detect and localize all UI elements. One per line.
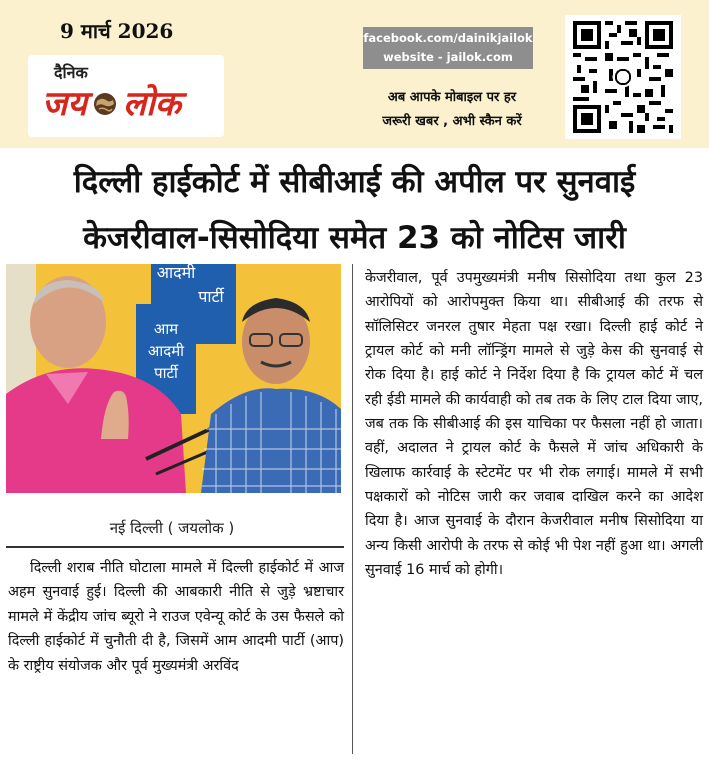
dateline-divider xyxy=(6,546,344,548)
article-body-right: केजरीवाल, पूर्व उपमुख्यमंत्री मनीष सिसोदिया तथा कुल 23 आरोपियों को आरोपमुक्त किया था। सीबीआई की तरफ से सॉलिसिटर जनरल तुषार मेहता पक्ष रखा। दिल्ली हाई कोर्ट ने ट्रायल कोर्ट को मनी लॉन्ड्रिंग मामले से जुड़े केस की सुनवाई से रोक दिया है। हाई कोर्ट ने निर्देश दिया है कि ट्रायल कोर्ट में चल रही ईडी मामले की कार्यवाही को तब तक के लिए टाल दिया जाए, जब तक कि सीबीआई की इस याचिका पर फैसला नहीं हो जाता। वहीं, अदालत ने ट्रायल कोर्ट के फैसले में जांच अधिकारी के खिलाफ कार्रवाई के स्टेटमेंट पर भी रोक लगाई। मामले में सभी पक्षकारों को नोटिस जारी कर जवाब दाखिल करने का आदेश दिया है। आज सुनवाई के दौरान केजरीवाल मनीष सिसोदिया या अन्य किसी आरोपी के तरफ से कोई भी पेश नहीं हुआ था। अगली सुनवाई 16 मार्च को होगी। xyxy=(365,270,703,579)
globe-icon xyxy=(93,92,117,116)
social-links-box xyxy=(363,27,533,69)
logo-wordmark xyxy=(42,84,181,124)
headline-main: दिल्ली हाईकोर्ट में सीबीआई की अपील पर सुनवाई xyxy=(73,164,636,200)
facebook-link: facebook.com/dainikjailok xyxy=(363,31,533,45)
backdrop-text-4: आदमी xyxy=(147,342,185,360)
backdrop-text-1: आदमी xyxy=(156,264,196,282)
qr-code-box xyxy=(565,15,681,139)
qr-code xyxy=(573,21,673,133)
website-link: website - jailok.com xyxy=(383,50,513,64)
scan-promo xyxy=(364,86,540,134)
logo-word-left: जय xyxy=(42,84,87,124)
publication-date: 9 मार्च 2026 xyxy=(60,19,174,43)
masthead xyxy=(0,0,709,148)
column-divider xyxy=(352,264,353,754)
promo-line-1: अब आपके मोबाइल पर हर xyxy=(387,90,517,105)
headline-sub: केजरीवाल-सिसोदिया समेत 23 को नोटिस जारी xyxy=(83,220,626,256)
backdrop-text-3: आम xyxy=(153,320,179,338)
article-body-left: दिल्ली शराब नीति घोटाला मामले में दिल्ली हाईकोर्ट में आज अहम सुनवाई हुई। दिल्ली की आबकारी नीति से जुड़े भ्रष्टाचार मामले में केंद्रीय जांच ब्यूरो ने राउज एवेन्यू कोर्ट के उस फैसले को दिल्ली हाईकोर्ट में चुनौती दी है, जिसमें आम आदमी पार्टी (आप) के राष्ट्रीय संयोजक और पूर्व मुख्यमंत्री अरविंद xyxy=(8,560,344,674)
logo-tagline: दैनिक xyxy=(54,63,88,82)
logo-word-right: लोक xyxy=(122,84,181,124)
backdrop-text-5: पार्टी xyxy=(154,364,178,382)
backdrop-text-2: पार्टी xyxy=(198,287,224,306)
newspaper-logo xyxy=(28,55,224,137)
dateline: नई दिल्ली ( जयलोक ) xyxy=(109,519,235,537)
news-photo xyxy=(6,264,341,493)
promo-line-2: जरूरी खबर , अभी स्कैन करें xyxy=(382,114,522,129)
